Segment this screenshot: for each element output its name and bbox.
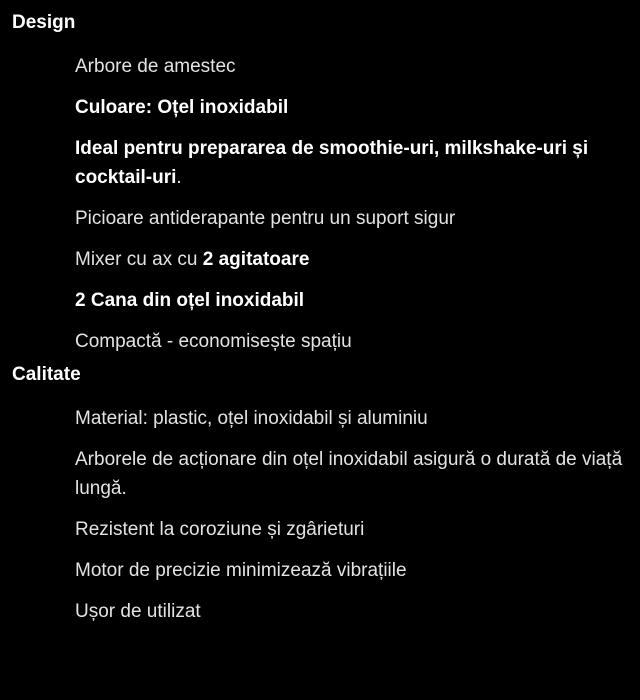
list-item xyxy=(75,515,640,544)
list-item xyxy=(75,93,640,122)
list-item-text: 2 Cana din oțel inoxidabil xyxy=(75,290,305,311)
list-item xyxy=(75,204,640,233)
section-calitate xyxy=(12,362,640,626)
list-item xyxy=(75,52,640,81)
list-item-suffix: . xyxy=(176,167,182,188)
list-item-text: Motor de precizie minimizează vibrațiile xyxy=(75,560,407,581)
list-item xyxy=(75,597,640,626)
list-item-text: Culoare: Oțel inoxidabil xyxy=(75,97,289,118)
list-item xyxy=(75,404,640,433)
list-item-text: 2 agitatoare xyxy=(202,249,310,270)
list-item xyxy=(75,445,640,503)
list-item-text: Arbore de amestec xyxy=(75,56,236,77)
list-item-text: Arborele de acționare din oțel inoxidabil asigură o durată de viață lungă. xyxy=(75,449,623,499)
list-item xyxy=(75,245,640,274)
section-heading-design: Design xyxy=(12,12,76,33)
list-item xyxy=(75,286,640,315)
list-item xyxy=(75,556,640,585)
section-heading-calitate: Calitate xyxy=(12,364,81,385)
section-design xyxy=(12,10,640,356)
design-feature-list xyxy=(12,52,640,356)
list-item-text: Ușor de utilizat xyxy=(75,601,201,622)
list-item-prefix: Mixer cu ax cu xyxy=(75,249,203,270)
list-item-text: Ideal pentru prepararea de smoothie-uri, milkshake-uri și cocktail-uri xyxy=(75,138,589,188)
calitate-feature-list xyxy=(12,404,640,626)
list-item xyxy=(75,134,640,192)
list-item-text: Material: plastic, oțel inoxidabil și aluminiu xyxy=(75,408,428,429)
list-item-text: Rezistent la coroziune și zgârieturi xyxy=(75,519,365,540)
list-item-text: Picioare antiderapante pentru un suport sigur xyxy=(75,208,456,229)
list-item-text: Compactă - economisește spațiu xyxy=(75,331,352,352)
list-item xyxy=(75,327,640,356)
